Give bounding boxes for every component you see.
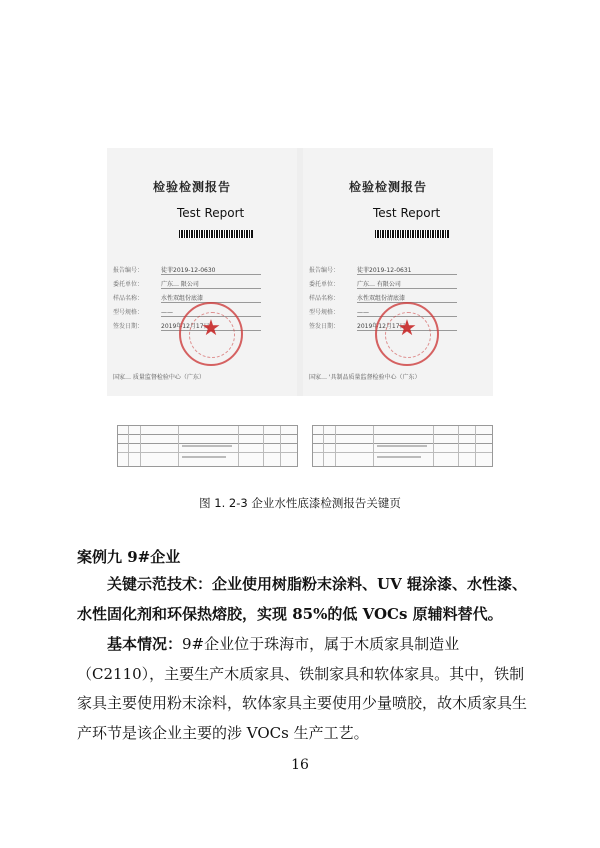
case-heading: 案例九 9#企业 (77, 548, 181, 566)
report-field: 委托单位： 广东… 有限公司 (309, 279, 457, 289)
report-issuer: 国家… '具制品质量监督检验中心（广东） (309, 374, 421, 381)
report-field: 报告编号： 徒菲2019-12-0630 (113, 265, 261, 275)
basic-situation-paragraph (77, 630, 527, 748)
test-report-page-right (303, 148, 493, 396)
report-title: 检验检测报告 (153, 180, 232, 194)
report-field: 型号规格： —— (113, 307, 261, 317)
report-title: 检验检测报告 (349, 180, 428, 194)
report-field: 报告编号： 徒菲2019-12-0631 (309, 265, 457, 275)
key-technology-paragraph (77, 570, 527, 629)
test-report-page-left (107, 148, 297, 396)
test-report-photo (107, 148, 491, 396)
basic-situation-label: 基本情况： (107, 635, 183, 653)
barcode (179, 230, 253, 238)
official-seal-stamp (179, 302, 243, 366)
report-subtitle: Test Report (177, 206, 245, 220)
test-result-table-left (117, 425, 298, 467)
figure-caption: 图 1. 2-3 企业水性底漆检测报告关键页 (199, 496, 401, 510)
star-icon: ★ (397, 316, 417, 341)
report-field: 样品名称： 水性双组份底漆 (113, 293, 261, 303)
basic-situation-text: 9#企业位于珠海市，属于木质家具制造业（C2110），主要生产木质家具、铁制家具和软体家具。其中，铁制家具主要使用粉末涂料，软体家具主要使用少量喷胶，故木质家具生产环节是该企业主要的涉 VOCs 生产工艺。 (77, 635, 528, 742)
report-field: 样品名称： 水性双组份清底漆 (309, 293, 457, 303)
report-issuer: 国家… 质量监督检验中心（广东） (113, 374, 205, 381)
report-subtitle: Test Report (373, 206, 441, 220)
key-technology-label: 关键示范技术： (107, 575, 213, 593)
official-seal-stamp (375, 302, 439, 366)
star-icon: ★ (201, 316, 221, 341)
page-number: 16 (291, 757, 309, 773)
report-field: 型号规格： —— (309, 307, 457, 317)
report-field: 签发日期： 2019年12月17日 (309, 321, 457, 331)
barcode (375, 230, 449, 238)
report-field: 签发日期： 2019年12月17日 (113, 321, 261, 331)
key-technology-text: 企业使用树脂粉末涂料、UV 辊涂漆、水性漆、水性固化剂和环保热熔胶，实现 85%的低 VOCs 原辅料替代。 (77, 575, 527, 623)
report-field: 委托单位： 广东… 限公司 (113, 279, 261, 289)
test-result-table-right (312, 425, 493, 467)
